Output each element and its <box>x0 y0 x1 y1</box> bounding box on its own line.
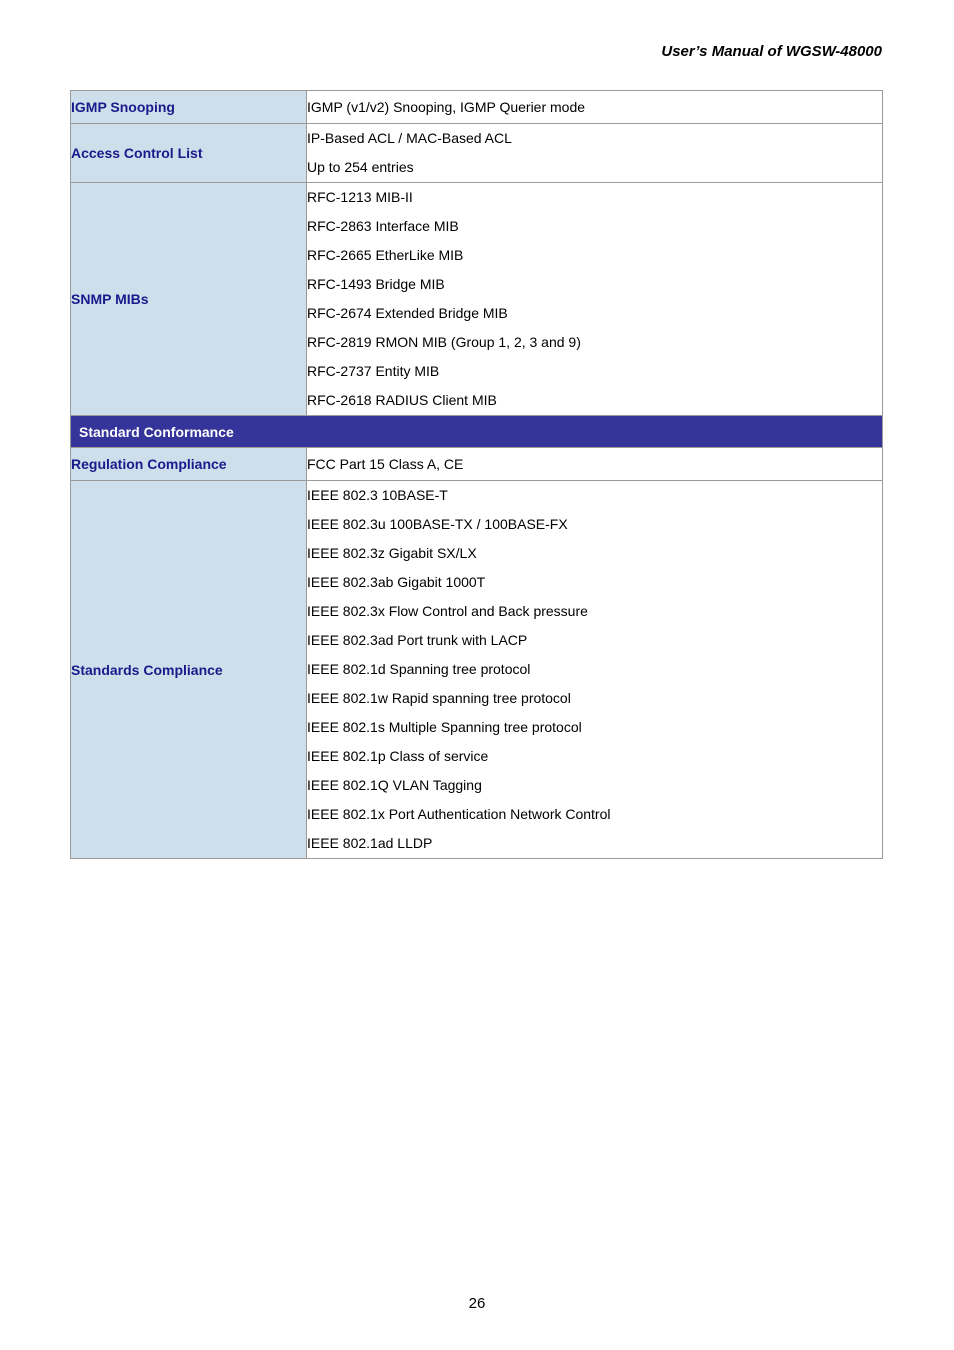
value-line: IEEE 802.3 10BASE-T <box>307 487 448 503</box>
value-line: RFC-2863 Interface MIB <box>307 218 459 234</box>
table-row <box>71 124 883 183</box>
value-line: IEEE 802.1Q VLAN Tagging <box>307 777 482 793</box>
value-line: IEEE 802.3ab Gigabit 1000T <box>307 574 486 590</box>
value-line: RFC-2674 Extended Bridge MIB <box>307 305 508 321</box>
row-value-standards <box>307 481 883 859</box>
row-label-snmp: SNMP MIBs <box>71 183 307 416</box>
page-number: 26 <box>468 1295 486 1312</box>
value-line: IEEE 802.1p Class of service <box>307 748 489 764</box>
value-line: IGMP (v1/v2) Snooping, IGMP Querier mode <box>307 99 586 115</box>
spec-table <box>70 90 883 859</box>
value-line: RFC-2819 RMON MIB (Group 1, 2, 3 and 9) <box>307 334 581 350</box>
row-label-acl: Access Control List <box>71 124 307 183</box>
value-line: IEEE 802.1w Rapid spanning tree protocol <box>307 690 571 706</box>
row-value-igmp <box>307 91 883 124</box>
row-value-snmp <box>307 183 883 416</box>
value-line: Up to 254 entries <box>307 159 414 175</box>
value-line: IEEE 802.1s Multiple Spanning tree protocol <box>307 719 582 735</box>
value-line: RFC-1213 MIB-II <box>307 189 413 205</box>
value-line: FCC Part 15 Class A, CE <box>307 456 464 472</box>
row-label-igmp: IGMP Snooping <box>71 91 307 124</box>
row-label-standards: Standards Compliance <box>71 481 307 859</box>
value-line: IEEE 802.1x Port Authentication Network Control <box>307 806 611 822</box>
value-line: RFC-2737 Entity MIB <box>307 363 440 379</box>
row-label-regulation: Regulation Compliance <box>71 448 307 481</box>
table-row <box>71 448 883 481</box>
value-line: IEEE 802.3u 100BASE-TX / 100BASE-FX <box>307 516 568 532</box>
value-line: RFC-2665 EtherLike MIB <box>307 247 464 263</box>
value-line: IEEE 802.1ad LLDP <box>307 835 433 851</box>
row-value-regulation <box>307 448 883 481</box>
value-line: IEEE 802.3z Gigabit SX/LX <box>307 545 477 561</box>
manual-title: User’s Manual of WGSW-48000 <box>661 43 882 60</box>
table-row <box>71 481 883 859</box>
value-line: RFC-1493 Bridge MIB <box>307 276 445 292</box>
value-line: IEEE 802.3x Flow Control and Back pressure <box>307 603 588 619</box>
table-row <box>71 91 883 124</box>
value-line: RFC-2618 RADIUS Client MIB <box>307 392 497 408</box>
section-header-row <box>71 416 883 448</box>
table-row <box>71 183 883 416</box>
section-header: Standard Conformance <box>71 416 883 448</box>
value-line: IP-Based ACL / MAC-Based ACL <box>307 130 512 146</box>
value-line: IEEE 802.3ad Port trunk with LACP <box>307 632 528 648</box>
value-line: IEEE 802.1d Spanning tree protocol <box>307 661 531 677</box>
row-value-acl <box>307 124 883 183</box>
